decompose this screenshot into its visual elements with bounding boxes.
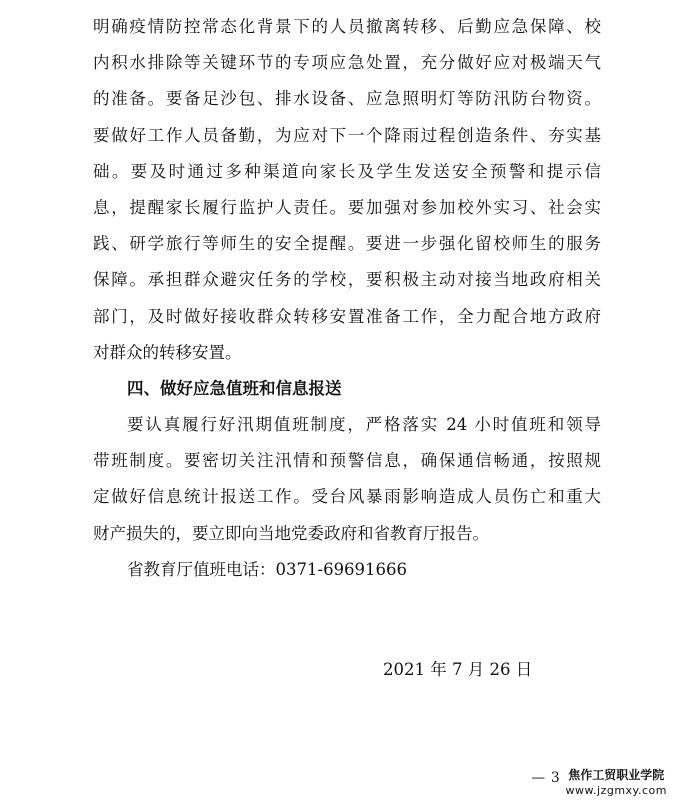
paragraph-line: 对群众的转移安置。 bbox=[93, 342, 242, 362]
watermark-name: 焦作工贸职业学院 bbox=[568, 768, 665, 782]
document-body bbox=[93, 9, 601, 588]
paragraph-line: 定做好信息统计报送工作。受台风暴雨影响造成人员伤亡和重大 bbox=[93, 487, 601, 507]
paragraph-line: 践、研学旅行等师生的安全提醒。要进一步强化留校师生的服务 bbox=[93, 234, 601, 254]
paragraph-line: 财产损失的，要立即向当地党委政府和省教育厅报告。 bbox=[93, 523, 489, 543]
paragraph-line: 要认真履行好汛期值班制度，严格落实 24 小时值班和领导 bbox=[127, 415, 601, 435]
paragraph-line: 础。要及时通过多种渠道向家长及学生发送安全预警和提示信 bbox=[93, 161, 601, 181]
page-footer bbox=[531, 768, 667, 798]
paragraph-line: 的准备。要备足沙包、排水设备、应急照明灯等防汛防台物资。 bbox=[93, 89, 601, 109]
duty-phone-line: 省教育厅值班电话：0371-69691666 bbox=[127, 559, 408, 579]
paragraph-line: 部门，及时做好接收群众转移安置准备工作，全力配合地方政府 bbox=[93, 306, 601, 326]
paragraph-line: 带班制度。要密切关注汛情和预警信息，确保通信畅通，按照规 bbox=[93, 451, 601, 471]
watermark bbox=[566, 768, 667, 798]
page-number: 3 bbox=[550, 770, 560, 786]
paragraph-line: 要做好工作人员备勤，为应对下一个降雨过程创造条件、夯实基 bbox=[93, 125, 601, 145]
paragraph-line: 息，提醒家长履行监护人责任。要加强对参加校外实习、社会实 bbox=[93, 197, 601, 217]
paragraph-line: 保障。承担群众避灾任务的学校，要积极主动对接当地政府相关 bbox=[93, 270, 601, 290]
watermark-url: www.jzgmxy.com bbox=[565, 784, 667, 797]
footer-dash: — bbox=[531, 770, 545, 786]
section-heading: 四、做好应急值班和信息报送 bbox=[127, 378, 342, 398]
document-date: 2021 年 7 月 26 日 bbox=[383, 660, 533, 679]
paragraph-line: 内积水排除等关键环节的专项应急处置，充分做好应对极端天气 bbox=[93, 53, 601, 73]
paragraph-line: 明确疫情防控常态化背景下的人员撤离转移、后勤应急保障、校 bbox=[93, 17, 601, 36]
